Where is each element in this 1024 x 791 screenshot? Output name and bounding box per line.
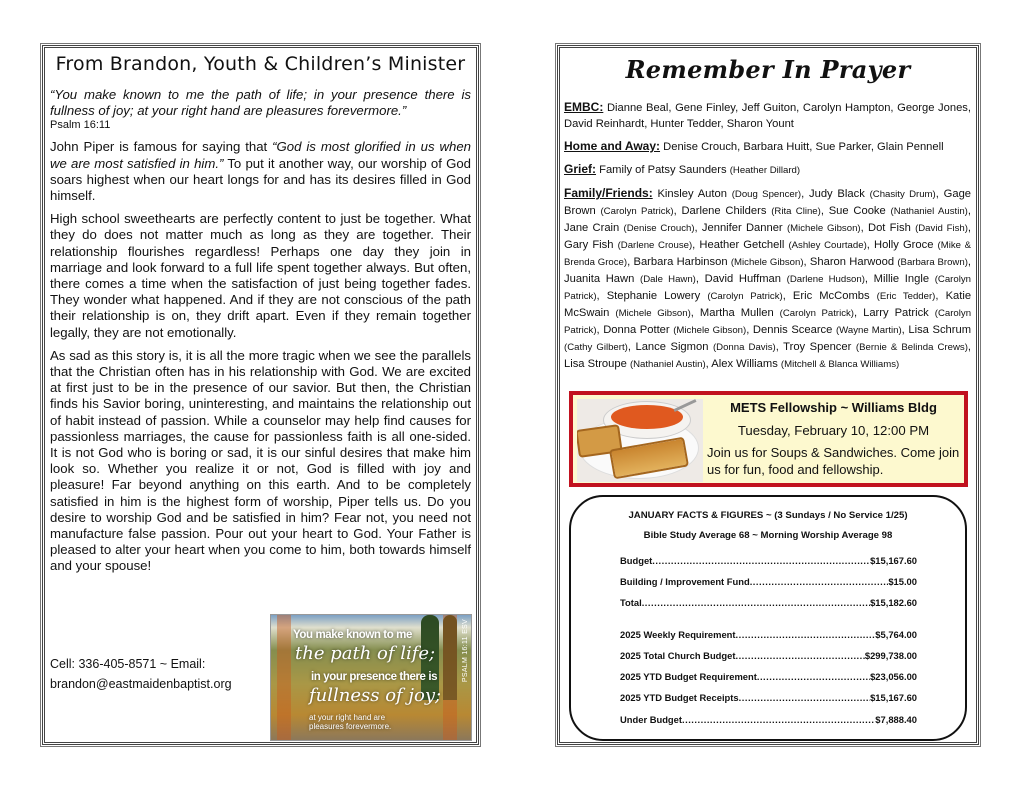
fact-row — [620, 692, 917, 704]
category-names: Dianne Beal, Gene Finley, Jeff Guiton, Carolyn Hampton, George Jones, David Reinhardt, Hunter Tedder, Sharon Yount — [564, 102, 971, 130]
dot-leader — [735, 650, 864, 662]
minister-column — [42, 45, 479, 745]
dot-leader — [739, 692, 870, 704]
image-text-line: the path of life; — [295, 643, 436, 664]
prayer-person-contact: (Carolyn Patrick) — [564, 274, 971, 302]
minister-heading: From Brandon, Youth & Children’s Minister — [55, 53, 466, 75]
event-description: Join us for Soups & Sandwiches. Come join us for fun, food and fellowship. — [707, 445, 960, 477]
prayer-person-contact: (David Fish) — [915, 223, 968, 234]
minister-article — [50, 87, 471, 582]
prayer-person-name: Gary Fish — [564, 239, 614, 251]
fact-value: $15,167.60 — [870, 692, 917, 703]
prayer-person-name: Martha Mullen — [699, 307, 774, 319]
image-text-line: You make known to me — [293, 629, 412, 641]
dot-leader — [682, 714, 875, 726]
fact-row — [620, 650, 917, 662]
scripture-meadow-image — [270, 614, 472, 741]
prayer-category-embc — [564, 99, 971, 132]
verse-reference: Psalm 16:11 — [50, 119, 111, 132]
prayer-person-contact: (Michele Gibson) — [615, 308, 691, 319]
facts-heading: JANUARY FACTS & FIGURES ~ (3 Sundays / No Service 1/25) — [628, 510, 908, 521]
category-label: Home and Away: — [564, 139, 661, 153]
prayer-person-name: Heather Getchell — [699, 239, 785, 251]
paragraph-text: To put it another way, our worship of God soars highest when our heart longs for and has its desires filled in God himself. — [50, 155, 471, 204]
fact-label: 2025 Total Church Budget — [620, 650, 736, 661]
prayer-person-name: David Huffman — [704, 273, 781, 285]
prayer-person-name: Dot Fish — [867, 222, 911, 234]
fact-value: $5,764.00 — [875, 629, 917, 640]
fact-row — [620, 555, 917, 567]
prayer-person-contact: (Doug Spencer) — [731, 189, 802, 200]
prayer-person-name: Dennis Scearce — [752, 324, 833, 336]
prayer-person-name: Holly Groce — [873, 239, 934, 251]
prayer-person-name: Lisa Schrum — [908, 324, 972, 336]
article-paragraph-2: High school sweethearts are perfectly content to just be together. What they do does not matter much as long as they are together. Their relationship flourishes regardless! Perhaps one day they join in marriage and look forward to a full life spent together always. But often, there comes a time when the satisfaction of just being together fades. They wonder what happened. And if they are not conscious of the path their relationship is on, they drift apart. Even if they remain together legally, they are not emotionally. — [50, 211, 471, 340]
prayer-person-name: Darlene Childers — [681, 205, 767, 217]
prayer-person-name: Katie McSwain — [564, 290, 972, 319]
image-text-line: fullness of joy; — [309, 685, 442, 706]
mets-fellowship-event — [569, 391, 968, 487]
scripture-quote — [50, 87, 471, 132]
prayer-person-contact: (Darlene Hudson) — [786, 274, 865, 285]
prayer-person-name: Eric McCombs — [792, 290, 870, 302]
image-reference-text: PSALM 16:11 ESV — [462, 619, 469, 683]
prayer-person-contact: (Eric Tedder) — [876, 291, 936, 302]
contact-email[interactable]: brandon@eastmaidenbaptist.org — [50, 677, 232, 691]
prayer-category-grief — [564, 161, 971, 179]
prayer-person-contact: (Carolyn Patrick) — [707, 291, 783, 302]
prayer-person-name: Lisa Stroupe — [564, 358, 627, 370]
article-paragraph-1 — [50, 139, 471, 204]
fact-value: $7,888.40 — [875, 714, 917, 725]
fact-label: Building / Improvement Fund — [620, 576, 750, 587]
prayer-category-home-away — [564, 138, 971, 155]
category-names: Denise Crouch, Barbara Huitt, Sue Parker, Glain Pennell — [663, 141, 944, 153]
prayer-person-contact: (Nathaniel Austin) — [629, 359, 706, 370]
prayer-person-contact: (Darlene Crouse) — [617, 240, 693, 251]
facts-figures-box — [569, 495, 967, 741]
fact-label: Budget — [620, 555, 653, 566]
prayer-person-contact: (Mitchell & Blanca Williams) — [780, 359, 900, 370]
prayer-person-name: Gage Brown — [564, 188, 972, 217]
prayer-person-name: Troy Spencer — [783, 341, 852, 353]
category-names: Family of Patsy Saunders — [599, 164, 727, 176]
contact-info — [50, 654, 232, 694]
prayer-person-name: Donna Potter — [603, 324, 670, 336]
prayer-person-name: Larry Patrick — [863, 307, 929, 319]
category-contact: (Heather Dillard) — [729, 165, 801, 176]
dot-leader — [750, 576, 889, 588]
prayer-person-contact: (Carolyn Patrick) — [564, 308, 972, 336]
light-stripe — [277, 615, 291, 740]
prayer-person-name: Barbara Harbinson — [633, 256, 728, 268]
category-label: EMBC: — [564, 100, 604, 114]
prayer-person-contact: (Michele Gibson) — [730, 257, 804, 268]
prayer-person-name: Sharon Harwood — [809, 256, 895, 268]
prayer-person-name: Juanita Hawn — [564, 273, 635, 285]
prayer-person-name: Alex Williams — [711, 358, 778, 370]
fact-row — [620, 576, 917, 588]
prayer-person-name: Kinsley Auton — [657, 188, 727, 200]
prayer-person-contact: (Carolyn Patrick) — [779, 308, 854, 319]
prayer-person-contact: (Michele Gibson) — [673, 325, 747, 336]
fact-label: Under Budget — [620, 714, 682, 725]
image-text-line: at your right hand are pleasures forevermore. — [309, 713, 392, 731]
prayer-column — [557, 45, 979, 745]
fact-value: $299,738.00 — [864, 650, 917, 661]
prayer-person-contact: (Denise Crouch) — [623, 223, 695, 234]
prayer-person-contact: (Mike & Brenda Groce) — [564, 240, 972, 268]
category-label: Grief: — [564, 162, 597, 176]
fact-value: $23,056.00 — [870, 671, 917, 682]
prayer-person-contact: (Michele Gibson) — [786, 223, 861, 234]
dot-leader — [652, 555, 870, 567]
prayer-person-name: Jane Crain — [564, 222, 620, 234]
fact-row — [620, 629, 917, 641]
fact-value: $15.00 — [888, 576, 917, 587]
fact-label: 2025 YTD Budget Requirement — [620, 671, 757, 682]
soup-shape — [611, 405, 683, 429]
prayer-person-name: Lance Sigmon — [635, 341, 709, 353]
dot-leader — [642, 597, 870, 609]
prayer-person-contact: (Nathaniel Austin) — [890, 206, 968, 217]
prayer-person-contact: (Cathy Gilbert) — [564, 342, 628, 353]
light-stripe — [443, 615, 457, 740]
prayer-category-family-friends: Family/Friends: Kinsley Auton (Doug Spencer), Judy Black (Chasity Drum), Gage Brown (Carolyn Patrick), Darlene Childers (Rita Cline), Sue Cooke (Nathaniel Austin), Jane Crain (Denise Crouch), Jennifer Danner (Michele Gibson), Dot Fish (David Fish), Gary Fish (Darlene Crouse), Heather Getchell (Ashley Courtade), Holly Groce (Mike & Brenda Groce), Barbara Harbinson (Michele Gibson), Sharon Harwood (Barbara Brown), Juanita Hawn (Dale Hawn), David Huffman (Darlene Hudson), Millie Ingle (Carolyn Patrick), Stephanie Lowery (Carolyn Patrick), Eric McCombs (Eric Tedder), Katie McSwain (Michele Gibson), Martha Mullen (Carolyn Patrick), Larry Patrick (Carolyn Patrick), Donna Potter (Michele Gibson), Dennis Scearce (Wayne Martin), Lisa Schrum (Cathy Gilbert), Lance Sigmon (Donna Davis), Troy Spencer (Bernie & Belinda Crews), Lisa Stroupe (Nathaniel Austin), Alex Williams (Mitchell & Blanca Williams) — [564, 186, 972, 370]
event-details — [707, 399, 960, 478]
image-text-line: in your presence there is — [311, 671, 438, 683]
prayer-person-contact: (Ashley Courtade) — [788, 240, 867, 251]
fact-row — [620, 671, 917, 683]
fact-label: 2025 YTD Budget Receipts — [620, 692, 739, 703]
fact-label: Total — [620, 597, 642, 608]
prayer-person-contact: (Rita Cline) — [771, 206, 821, 217]
verse-text: “You make known to me the path of life; in your presence there is fullness of joy; at your right hand are pleasures forevermore.” — [50, 87, 471, 119]
prayer-person-contact: (Carolyn Patrick) — [600, 206, 674, 217]
prayer-person-contact: (Chasity Drum) — [869, 189, 936, 200]
prayer-person-name: Millie Ingle — [873, 273, 930, 285]
paragraph-text: John Piper is famous for saying that — [50, 139, 273, 155]
prayer-person-contact: (Bernie & Belinda Crews) — [855, 342, 968, 353]
dot-leader — [736, 629, 876, 641]
fact-row — [620, 597, 917, 609]
fact-value: $15,182.60 — [870, 597, 917, 608]
fact-label: 2025 Weekly Requirement — [620, 629, 736, 640]
category-label: Family/Friends: — [564, 186, 653, 200]
fact-value: $15,167.60 — [870, 555, 917, 566]
fact-row — [620, 714, 917, 726]
prayer-person-contact: (Dale Hawn) — [640, 274, 696, 285]
prayer-person-name: Stephanie Lowery — [606, 290, 701, 302]
dot-leader — [757, 671, 870, 683]
piper-quote: “God is most glorified in us when we are most satisfied in him.” — [50, 139, 471, 171]
event-title: METS Fellowship ~ Williams Bldg — [730, 400, 937, 415]
contact-phone: Cell: 336-405-8571 ~ Email: — [50, 657, 206, 671]
prayer-person-contact: (Barbara Brown) — [897, 257, 968, 268]
attendance-averages: Bible Study Average 68 ~ Morning Worship Average 98 — [643, 530, 893, 541]
prayer-person-contact: (Wayne Martin) — [835, 325, 902, 336]
prayer-person-name: Jennifer Danner — [701, 222, 783, 234]
prayer-person-name: Judy Black — [809, 188, 865, 200]
event-datetime: Tuesday, February 10, 12:00 PM — [737, 423, 930, 438]
soup-sandwich-image — [577, 399, 703, 482]
prayer-person-contact: (Donna Davis) — [712, 342, 776, 353]
prayer-heading: Remember In Prayer — [625, 55, 911, 84]
prayer-person-name: Sue Cooke — [828, 205, 886, 217]
prayer-list — [564, 99, 971, 379]
article-paragraph-3: As sad as this story is, it is all the more tragic when we see the parallels that the Christian often has in his relationship with God. We are excited at first just to be in the presence of our savior. But then, the Christian finds his Savior boring, uninteresting, and maintains the relationship out of habit instead of passion. While a counselor may help find causes for passionless marriages, the cause for passionless faith is all one-sided. It is not God who is boring or sad, it is our sinful desires that make him look so. Whether you realize it or not, God is filled with joy and pleasure! Far beyond anything on this earth. And to be completely satisfied in him is the highest form of worship, Piper tells us. Do you desire to worship God and be satisfied in him? Fear not, you need not manufacture false passion. Pour out your heart to God. Your Father is pleased to alter your heart when you come to him, both towards himself and your spouse! — [50, 347, 471, 574]
